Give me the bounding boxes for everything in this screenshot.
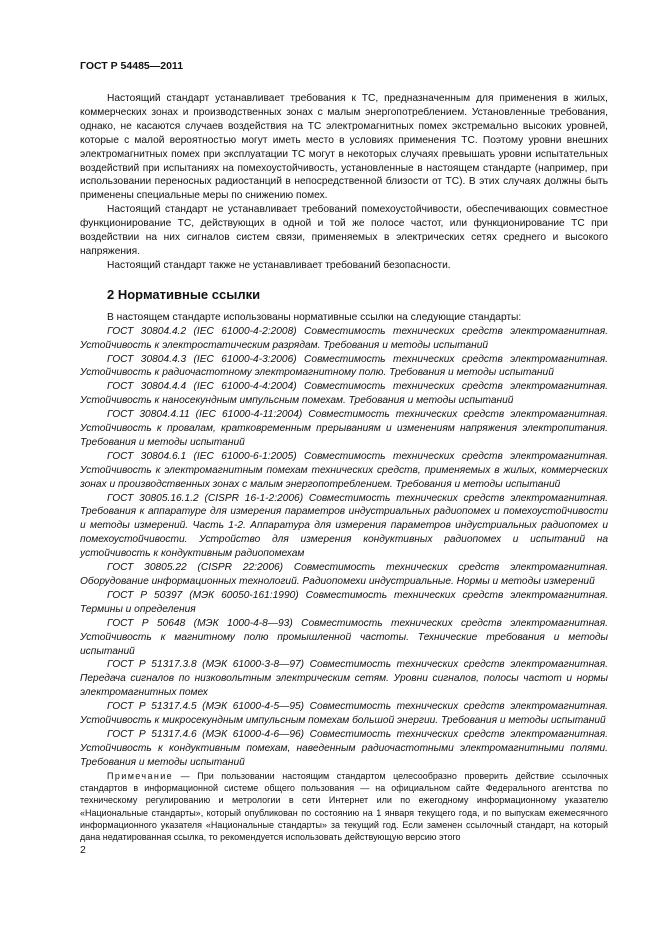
page-number: 2 (80, 844, 86, 856)
reference-item: ГОСТ 30805.16.1.2 (CISPR 16-1-2:2006) Совместимость технических средств электромагнитная. Требования к аппаратуре для измерения параметров индустриальных радиопомех и помехоустойчивости и методы измерений. Часть 1-2. Аппаратура для измерения параметров индустриальных радиопомех и помехоустойчивости. Устройство для измерения кондуктивных радиопомех и испытаний на устойчивость к кондуктивным радиопомехам (80, 492, 608, 560)
reference-item: ГОСТ 30804.4.2 (IEC 61000-4-2:2008) Совместимость технических средств электромагнитная. Устойчивость к электростатическим разрядам. Требования и методы испытаний (80, 325, 608, 351)
reference-item: ГОСТ 30804.4.3 (IEC 61000-4-3:2006) Совместимость технических средств электромагнитная. Устойчивость к радиочастотному электромагнитному полю. Требования и методы испытаний (80, 353, 608, 379)
intro-paragraph-2: Настоящий стандарт не устанавливает требований помехоустойчивости, обеспечивающих совместное функционирование ТС, действующих в одной и той же полосе частот, или функционирование ТС при воздействии на них сигналов систем связи, применяемых в электрических сетях среднего и высокого напряжения. (80, 204, 608, 257)
document-code: ГОСТ Р 54485—2011 (80, 60, 184, 72)
reference-item: ГОСТ 30804.4.11 (IEC 61000-4-11:2004) Совместимость технических средств электромагнитная. Устойчивость к провалам, кратковременным прерываниям и изменениям напряжения электропитания. Требования и методы испытаний (80, 409, 608, 448)
section-lead: В настоящем стандарте использованы нормативные ссылки на следующие стандарты: (107, 311, 522, 323)
reference-item: ГОСТ 30804.4.4 (IEC 61000-4-4:2004) Совместимость технических средств электромагнитная. Устойчивость к наносекундным импульсным помехам. Требования и методы испытаний (80, 381, 608, 407)
reference-item: ГОСТ Р 51317.4.5 (МЭК 61000-4-5—95) Совместимость технических средств электромагнитная. Устойчивость к микросекундным импульсным помехам большой энергии. Требования и методы испытаний (80, 701, 608, 727)
section-title: 2 Нормативные ссылки (107, 286, 261, 302)
reference-item: ГОСТ Р 50397 (МЭК 60050-161:1990) Совместимость технических средств электромагнитная. Термины и определения (80, 589, 608, 615)
document-body (80, 92, 608, 843)
reference-item: ГОСТ Р 51317.3.8 (МЭК 61000-3-8—97) Совместимость технических средств электромагнитная. Передача сигналов по низковольтным электрическим сетям. Уровни сигналов, полосы частот и нормы электромагнитных помех (80, 659, 608, 699)
reference-item: ГОСТ Р 51317.4.6 (МЭК 61000-4-6—96) Совместимость технических средств электромагнитная. Устойчивость к кондуктивным помехам, наведенным радиочастотными электромагнитными полями. Требования и методы испытаний (80, 728, 608, 768)
reference-item: ГОСТ Р 50648 (МЭК 1000-4-8—93) Совместимость технических средств электромагнитная. Устойчивость к магнитному полю промышленной частоты. Технические требования и методы испытаний (80, 617, 608, 657)
intro-paragraph-3: Настоящий стандарт также не устанавливает требований безопасности. (107, 259, 451, 271)
reference-item: ГОСТ 30805.22 (CISPR 22:2006) Совместимость технических средств электромагнитная. Оборудование информационных технологий. Радиопомехи индустриальные. Нормы и методы измерений (80, 562, 608, 587)
note-text: — При пользовании настоящим стандартом целесообразно проверить действие ссылочных стандартов в информационной системе общего пользования — на официальном сайте Федерального агентства по техническому регулированию и метрологии в сети Интернет или по ежегодному информационному указателю «Национальные стандарты», который опубликован по состоянию на 1 января текущего года, и по выпускам ежемесячного информационного указателя «Национальные стандарты» за текущий год. Если заменен ссылочный стандарт, на который дана недатированная ссылка, то рекомендуется использовать действующую версию этого (80, 770, 608, 843)
intro-paragraph-1: Настоящий стандарт устанавливает требования к ТС, предназначенным для применения в жилых, коммерческих зонах и производственных зонах с малым энергопотреблением. Установленные требования, однако, не касаются случаев воздействия на ТС электромагнитных помех экстремально высоких уровней, которые с малой вероятностью могут иметь место в условиях применения ТС. Поэтому уровни внешних электромагнитных помех при эксплуатации ТС могут в некоторых случаях превышать уровни испытательных воздействий при испытаниях на помехоустойчивость, установленные в настоящем стандарте (например, при использовании переносных радиостанций в непосредственной близости от ТС). В этих случаях должны быть применены специальные меры по снижению помех. (80, 93, 608, 202)
note-paragraph (80, 770, 608, 844)
note-label: Примечание (107, 770, 174, 781)
reference-item: ГОСТ 30804.6.1 (IEC 61000-6-1:2005) Совместимость технических средств электромагнитная. Устойчивость к электромагнитным помехам технических средств, применяемых в жилых, коммерческих зонах и производственных зонах с малым энергопотреблением. Требования и методы испытаний (80, 450, 608, 490)
